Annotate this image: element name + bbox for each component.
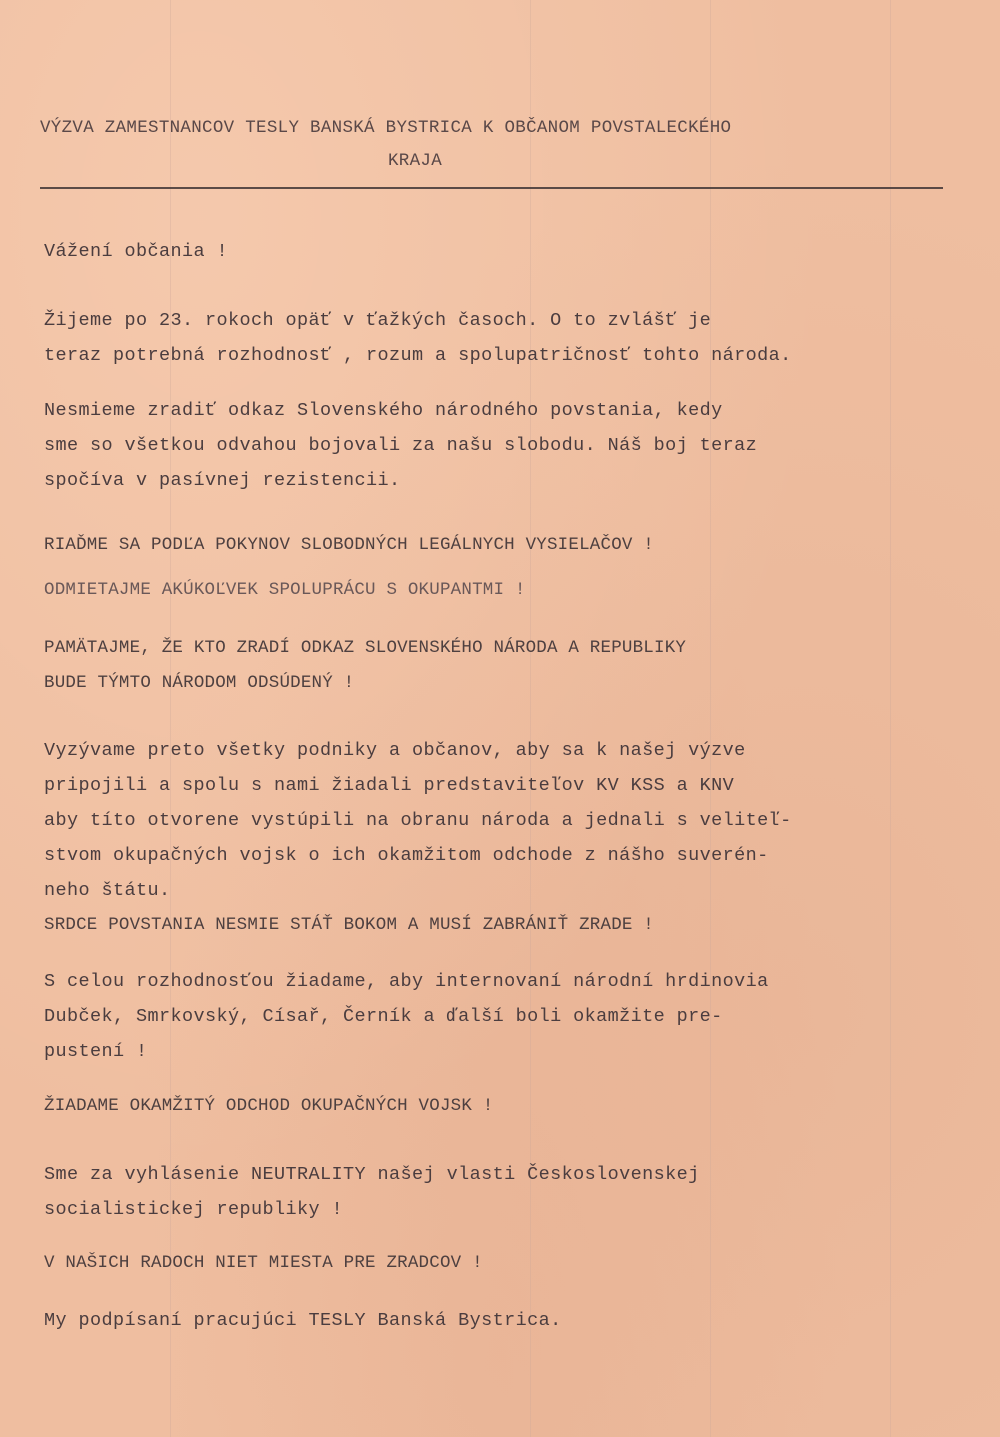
slogan-text: V NAŠICH RADOCH NIET MIESTA PRE ZRADCOV !	[44, 1253, 483, 1273]
paragraph-line: S celou rozhodnosťou žiadame, aby internovaní národní hrdinovia	[44, 971, 769, 992]
slogan-text: RIAĎME SA PODĽA POKYNOV SLOBODNÝCH LEGÁLNYCH VYSIELAČOV !	[44, 535, 654, 555]
signature-text: My podpísaní pracujúci TESLY Banská Bystrica.	[44, 1310, 562, 1331]
slogan-6	[44, 1246, 483, 1281]
slogan-text: ODMIETAJME AKÚKOĽVEK SPOLUPRÁCU S OKUPANTMI !	[44, 580, 526, 600]
paragraph-line: teraz potrebná rozhodnosť , rozum a spolupatričnosť tohto národa.	[44, 345, 792, 366]
paragraph-1	[44, 303, 792, 373]
salutation-text: Vážení občania !	[44, 241, 229, 262]
slogan-text: SRDCE POVSTANIA NESMIE STÁŤ BOKOM A MUSÍ ZABRÁNIŤ ZRADE !	[44, 915, 654, 935]
title-line-2: KRAJA	[388, 151, 443, 171]
paragraph-line: neho štátu.	[44, 880, 171, 901]
paragraph-4	[44, 964, 769, 1069]
paragraph-2	[44, 393, 757, 498]
title-underline	[40, 187, 943, 189]
paragraph-3	[44, 733, 792, 908]
slogan-3	[44, 631, 686, 701]
slogan-text: BUDE TÝMTO NÁRODOM ODSÚDENÝ !	[44, 673, 355, 693]
slogan-text: PAMÄTAJME, ŽE KTO ZRADÍ ODKAZ SLOVENSKÉHO NÁRODA A REPUBLIKY	[44, 638, 687, 658]
paragraph-line: spočíva v pasívnej rezistencii.	[44, 470, 401, 491]
slogan-4	[44, 908, 654, 943]
paragraph-line: sme so všetkou odvahou bojovali za našu slobodu. Náš boj teraz	[44, 435, 758, 456]
paper-fold-line	[710, 0, 711, 1437]
slogan-text: ŽIADAME OKAMŽITÝ ODCHOD OKUPAČNÝCH VOJSK !	[44, 1096, 494, 1116]
slogan-5	[44, 1089, 493, 1124]
slogan-1	[44, 528, 654, 563]
paragraph-line: pustení !	[44, 1041, 148, 1062]
signature	[44, 1303, 562, 1338]
paragraph-5	[44, 1157, 700, 1227]
paragraph-line: Dubček, Smrkovský, Císař, Černík a ďalší boli okamžite pre-	[44, 1006, 723, 1027]
paragraph-line: aby títo otvorene vystúpili na obranu národa a jednali s veliteľ-	[44, 810, 792, 831]
paragraph-line: pripojili a spolu s nami žiadali predstaviteľov KV KSS a KNV	[44, 775, 735, 796]
slogan-2	[44, 573, 526, 608]
document-title	[40, 112, 930, 178]
paper-fold-line	[890, 0, 891, 1437]
salutation	[44, 234, 228, 269]
title-line-1: VÝZVA ZAMESTNANCOV TESLY BANSKÁ BYSTRICA K OBČANOM POVSTALECKÉHO	[40, 118, 732, 138]
paragraph-line: Sme za vyhlásenie NEUTRALITY našej vlasti Československej	[44, 1164, 700, 1185]
paragraph-line: stvom okupačných vojsk o ich okamžitom odchode z nášho suverén-	[44, 845, 769, 866]
paragraph-line: socialistickej republiky !	[44, 1199, 344, 1220]
paragraph-line: Žijeme po 23. rokoch opäť v ťažkých časoch. O to zvlášť je	[44, 310, 712, 331]
paragraph-line: Vyzývame preto všetky podniky a občanov, aby sa k našej výzve	[44, 740, 746, 761]
paragraph-line: Nesmieme zradiť odkaz Slovenského národného povstania, kedy	[44, 400, 723, 421]
